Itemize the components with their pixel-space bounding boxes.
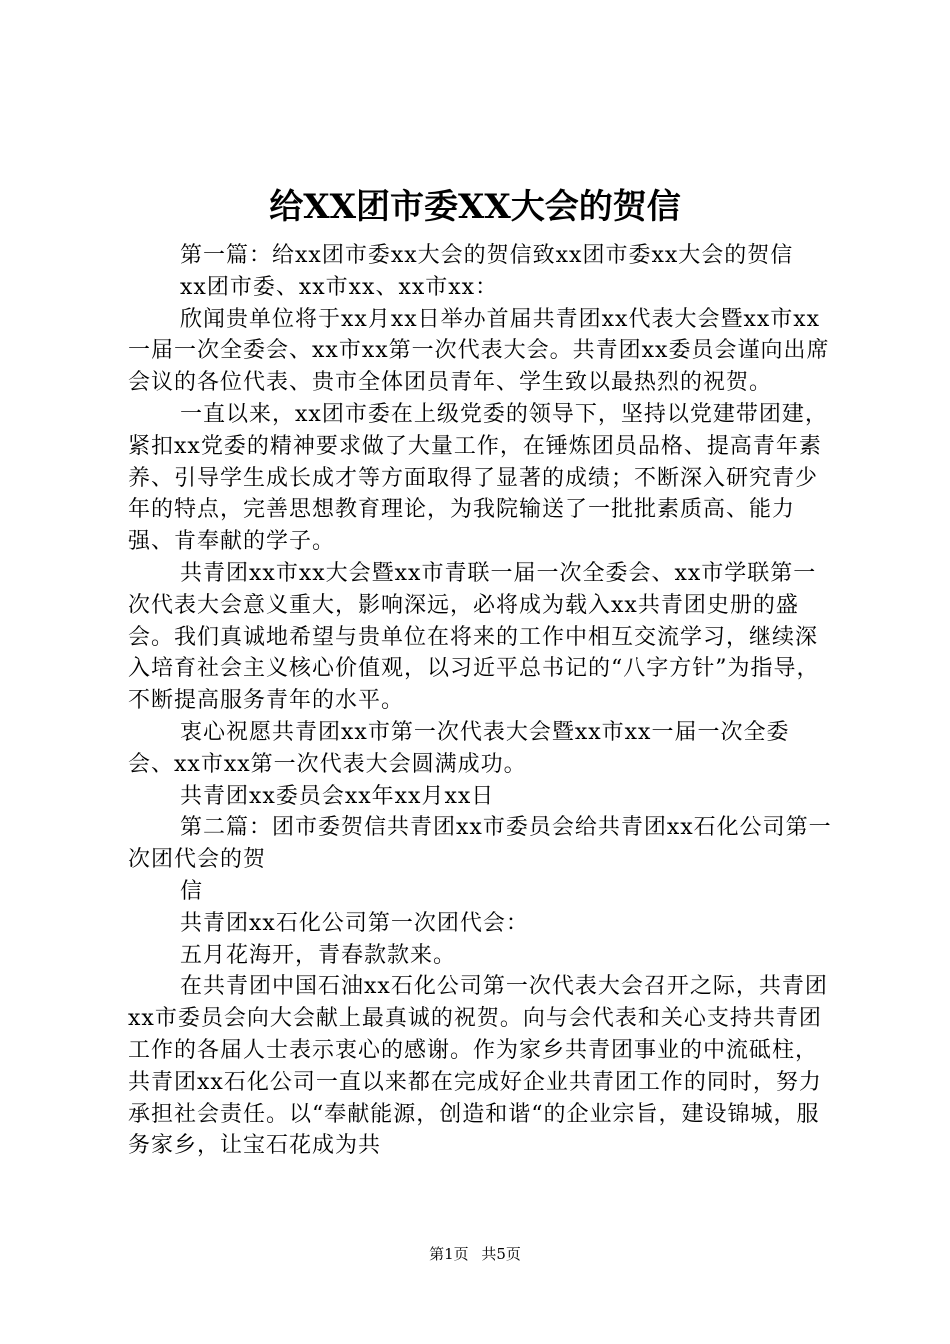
page-total: 共5页 [481, 1245, 521, 1263]
paragraph: 一直以来，xx团市委在上级党委的领导下，坚持以党建带团建，紧扣xx党委的精神要求做了大量工作，在锤炼团员品格、提高青年素养、引导学生成长成才等方面取得了显著的成绩；不断深入研究青少年的特点，完善思想教育理论，为我院输送了一批批素质高、能力强、肯奉献的学子。 [128, 401, 828, 555]
paragraph: 在共青团中国石油xx石化公司第一次代表大会召开之际，共青团xx市委员会向大会献上最真诚的祝贺。向与会代表和关心支持共青团工作的各届人士表示衷心的感谢。作为家乡共青团事业的中流砥柱，共青团xx石化公司一直以来都在完成好企业共青团工作的同时，努力承担社会责任。以“奉献能源，创造和谐“的企业宗旨，建设锦城，服务家乡，让宝石花成为共 [128, 974, 828, 1159]
paragraph: 第二篇：团市委贺信共青团xx市委员会给共青团xx石化公司第一次团代会的贺 [128, 815, 832, 873]
paragraph: 第一篇：给xx团市委xx大会的贺信致xx团市委xx大会的贺信 [180, 243, 794, 268]
paragraph: 欣闻贵单位将于xx月xx日举办首届共青团xx代表大会暨xx市xx一届一次全委会、xx市xx第一次代表大会。共青团xx委员会谨向出席会议的各位代表、贵市全体团员青年、学生致以最热烈的祝贺。 [128, 306, 830, 396]
page-number: 第1页 [429, 1245, 469, 1263]
paragraph: 衷心祝愿共青团xx市第一次代表大会暨xx市xx一届一次全委会、xx市xx第一次代表大会圆满成功。 [128, 719, 790, 777]
document-body [128, 240, 832, 1162]
paragraph: 共青团xx石化公司第一次团代会： [180, 910, 529, 936]
paragraph: xx团市委、xx市xx、xx市xx： [180, 274, 499, 300]
paragraph: 五月花海开，青春款款来。 [180, 942, 457, 968]
paragraph: 信 [180, 878, 204, 904]
page-footer [0, 1244, 950, 1264]
document-title: 给XX团市委XX大会的贺信 [269, 187, 681, 227]
paragraph: 共青团xx委员会xx年xx月xx日 [180, 783, 495, 809]
paragraph: 共青团xx市xx大会暨xx市青联一届一次全委会、xx市学联第一次代表大会意义重大，影响深远，必将成为载入xx共青团史册的盛会。我们真诚地希望与贵单位在将来的工作中相互交流学习，继续深入培育社会主义核心价值观，以习近平总书记的“八字方针”为指导，不断提高服务青年的水平。 [128, 560, 820, 714]
